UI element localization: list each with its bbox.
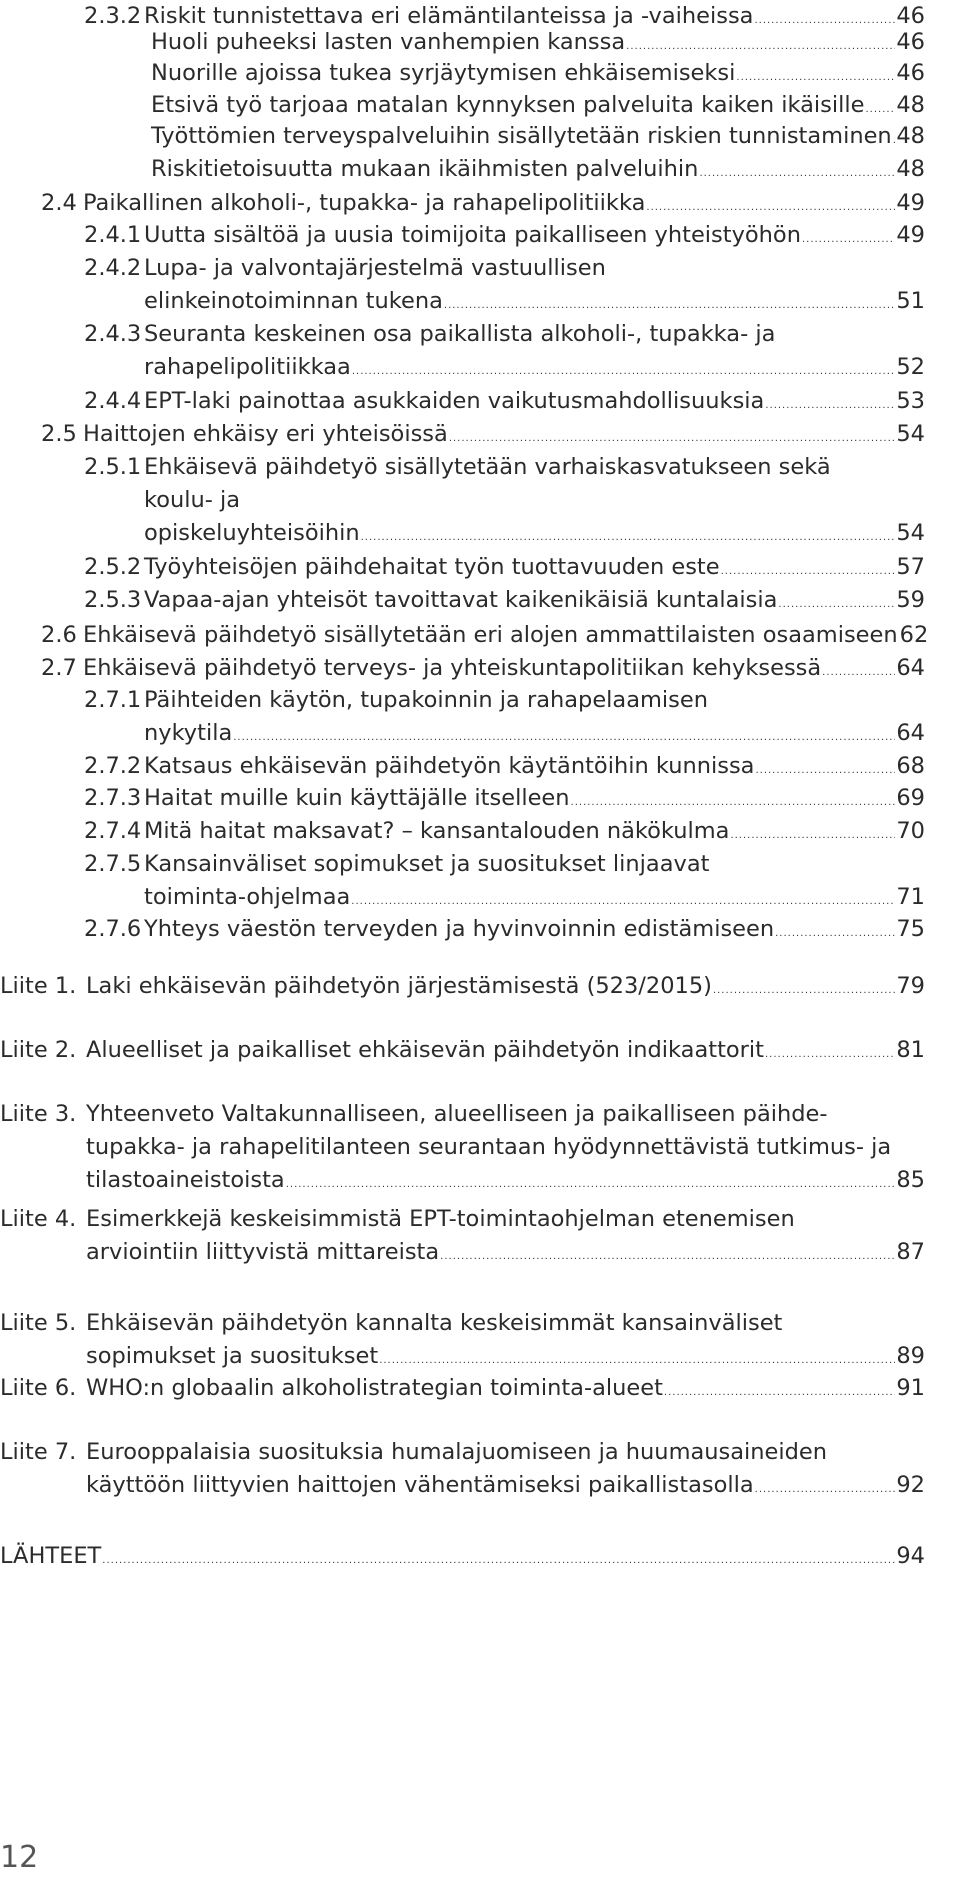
toc-entry-page: 79: [896, 973, 925, 999]
toc-entry-title: tupakka- ja rahapelitilanteen seurantaan hyödynnettävistä tutkimus- ja: [86, 1134, 892, 1160]
toc-entry-title: rahapelipolitiikkaa: [144, 354, 351, 380]
toc-entry-title: käyttöön liittyvien haittojen vähentämiseksi paikallistasolla: [86, 1472, 754, 1498]
toc-entry-title: Yhteys väestön terveyden ja hyvinvoinnin edistämiseen: [144, 916, 775, 942]
toc-entry-number: 2.4.1: [84, 222, 142, 248]
toc-entry-page: 48: [896, 92, 925, 118]
toc-entry-page: 87: [896, 1239, 925, 1265]
toc-entry-title: Ehkäisevän päihdetyön kannalta keskeisimmät kansainväliset: [86, 1310, 783, 1336]
toc-entry-page: 46: [896, 3, 925, 29]
toc-entry-title: Etsivä työ tarjoaa matalan kynnyksen palveluita kaiken ikäisille: [151, 92, 865, 118]
toc-entry-page: 51: [896, 288, 925, 314]
toc-entry-number: Liite 1.: [0, 973, 77, 999]
toc-entry-title: tilastoaineistoista: [86, 1167, 285, 1193]
toc-entry-number: 2.7.5: [84, 851, 142, 877]
toc-entry-title: Riskit tunnistettava eri elämäntilanteissa ja -vaiheissa: [144, 3, 754, 29]
toc-entry-number: 2.4: [41, 190, 77, 216]
toc-entry-page: 57: [896, 554, 925, 580]
toc-entry-page: 54: [896, 520, 925, 546]
toc-entry-page: 59: [896, 587, 925, 613]
dot-leader: [286, 1168, 896, 1201]
toc-entry-number: 2.5: [41, 421, 77, 447]
toc-entry-title: Uutta sisältöä ja uusia toimijoita paikalliseen yhteistyöhön: [144, 222, 801, 248]
toc-entry[interactable]: [0, 1203, 925, 1273]
toc-entry-number: 2.7.6: [84, 916, 142, 942]
toc-entry-title: EPT-laki painottaa asukkaiden vaikutusmahdollisuuksia: [144, 388, 765, 414]
toc-entry-number: 2.5.3: [84, 587, 142, 613]
toc-entry-title: arviointiin liittyvistä mittareista: [86, 1239, 440, 1265]
toc-entry-page: 69: [896, 785, 925, 811]
dot-leader: [352, 355, 896, 388]
dot-leader: [713, 974, 895, 1007]
toc-entry[interactable]: [0, 1372, 925, 1409]
toc-entry-number: 2.7.1: [84, 687, 142, 713]
toc-entry[interactable]: [0, 1307, 925, 1377]
toc-entry-title: Haitat muille kuin käyttäjälle itselleen: [144, 785, 570, 811]
dot-leader: [775, 917, 895, 950]
toc-entry[interactable]: [84, 451, 925, 554]
toc-entry-page: 53: [896, 388, 925, 414]
toc-entry-title: koulu- ja: [144, 487, 241, 513]
toc-entry-title: Alueelliset ja paikalliset ehkäisevän päihdetyön indikaattorit: [86, 1037, 764, 1063]
toc-entry[interactable]: [84, 782, 925, 819]
toc-entry-page: 68: [896, 753, 925, 779]
toc-entry-title: Haittojen ehkäisy eri yhteisöissä: [83, 421, 448, 447]
dot-leader: [361, 521, 896, 554]
toc-entry-title: Yhteenveto Valtakunnalliseen, alueelliseen ja paikalliseen päihde-: [86, 1101, 828, 1127]
toc-entry-title: Paikallinen alkoholi-, tupakka- ja rahapelipolitiikka: [83, 190, 646, 216]
toc-entry-number: 2.3.2: [84, 3, 142, 29]
toc-entry-number: 2.6: [41, 622, 77, 648]
dot-leader: [778, 588, 895, 621]
toc-entry[interactable]: [151, 153, 925, 190]
toc-entry-number: Liite 6.: [0, 1375, 77, 1401]
toc-entry-title: nykytila: [144, 720, 233, 746]
toc-entry-title: Ehkäisevä päihdetyö sisällytetään eri alojen ammattilaisten osaamiseen: [83, 622, 898, 648]
toc-entry-title: Ehkäisevä päihdetyö sisällytetään varhaiskasvatukseen sekä: [144, 454, 831, 480]
page-number: 12: [0, 1840, 39, 1875]
toc-entry[interactable]: [0, 1098, 925, 1201]
toc-entry-page: 85: [896, 1167, 925, 1193]
dot-leader: [755, 1473, 896, 1506]
toc-entry-title: Mitä haitat maksavat? – kansantalouden näkökulma: [144, 818, 730, 844]
toc-entry-number: 2.7.3: [84, 785, 142, 811]
dot-leader: [765, 1038, 895, 1071]
toc-entry-title: Esimerkkejä keskeisimmistä EPT-toimintaohjelman etenemisen: [86, 1206, 795, 1232]
toc-entry-title: Huoli puheeksi lasten vanhempien kanssa: [151, 29, 626, 55]
dot-leader: [440, 1240, 895, 1273]
toc-entry-page: 71: [896, 884, 925, 910]
toc-entry-page: 46: [896, 29, 925, 55]
toc-entry[interactable]: [84, 684, 925, 754]
toc-entry-page: 70: [896, 818, 925, 844]
toc-entry[interactable]: [84, 848, 925, 918]
toc-entry-number: 2.5.1: [84, 454, 142, 480]
toc-entry[interactable]: [41, 418, 925, 455]
toc-entry-number: Liite 5.: [0, 1310, 77, 1336]
toc-entry-number: LÄHTEET: [0, 1543, 102, 1569]
dot-leader: [699, 157, 895, 190]
toc-entry-page: 48: [896, 123, 925, 149]
toc-entry-title: Vapaa-ajan yhteisöt tavoittavat kaikenikäisiä kuntalaisia: [144, 587, 778, 613]
toc-entry-page: 92: [896, 1472, 925, 1498]
toc-entry-title: Työyhteisöjen päihdehaitat työn tuottavuuden este: [144, 554, 720, 580]
toc-entry-number: 2.4.3: [84, 321, 142, 347]
toc-entry[interactable]: [84, 815, 925, 852]
toc-entry-title: Lupa- ja valvontajärjestelmä vastuullisen: [144, 255, 606, 281]
toc-entry[interactable]: [41, 619, 929, 656]
toc-entry-number: 2.7.2: [84, 753, 142, 779]
toc-entry-title: Eurooppalaisia suosituksia humalajuomiseen ja huumausaineiden: [86, 1439, 828, 1465]
toc-entry-title: elinkeinotoiminnan tukena: [144, 288, 443, 314]
toc-entry-page: 52: [896, 354, 925, 380]
toc-entry-page: 89: [896, 1343, 925, 1369]
toc-entry-number: Liite 4.: [0, 1206, 77, 1232]
toc-entry[interactable]: [0, 1436, 925, 1506]
toc-entry-page: 49: [896, 222, 925, 248]
toc-entry-number: Liite 7.: [0, 1439, 77, 1465]
toc-entry-page: 64: [896, 655, 925, 681]
toc-entry-title: Katsaus ehkäisevän päihdetyön käytäntöihin kunnissa: [144, 753, 755, 779]
toc-entry[interactable]: [84, 252, 925, 322]
toc-entry-page: 49: [896, 190, 925, 216]
toc-entry-title: toiminta-ohjelmaa: [144, 884, 351, 910]
toc-entry-number: 2.4.2: [84, 255, 142, 281]
toc-entry-page: 46: [896, 60, 925, 86]
dot-leader: [664, 1376, 895, 1409]
toc-entry-page: 62: [899, 622, 929, 648]
toc-entry-title: WHO:n globaalin alkoholistrategian toiminta-alueet: [86, 1375, 663, 1401]
toc-entry-title: Nuorille ajoissa tukea syrjäytymisen ehkäisemiseksi: [151, 60, 736, 86]
toc-entry-title: sopimukset ja suositukset: [86, 1343, 379, 1369]
toc-entry-title: opiskeluyhteisöihin: [144, 520, 360, 546]
toc-entry-page: 81: [896, 1037, 925, 1063]
toc-entry[interactable]: [0, 970, 925, 1007]
toc-entry[interactable]: [0, 1034, 925, 1071]
toc-entry-page: 64: [896, 720, 925, 746]
toc-entry-number: Liite 2.: [0, 1037, 77, 1063]
toc-entry-page: 54: [896, 421, 925, 447]
toc-entry-title: Seuranta keskeinen osa paikallista alkoholi-, tupakka- ja: [144, 321, 776, 347]
toc-entry-title: Päihteiden käytön, tupakoinnin ja rahapelaamisen: [144, 687, 709, 713]
toc-entry[interactable]: [84, 318, 925, 388]
toc-entry-page: 48: [896, 156, 925, 182]
toc-entry[interactable]: [151, 120, 925, 157]
toc-entry-number: Liite 3.: [0, 1101, 77, 1127]
toc-entry[interactable]: [0, 1540, 925, 1577]
toc-entry-page: 75: [896, 916, 925, 942]
toc-entry-page: 91: [896, 1375, 925, 1401]
toc-entry[interactable]: [84, 584, 925, 621]
toc-entry[interactable]: [84, 219, 925, 256]
toc-entry[interactable]: [84, 385, 925, 422]
toc-entry-title: Laki ehkäisevän päihdetyön järjestämisestä (523/2015): [86, 973, 712, 999]
toc-entry-number: 2.7.4: [84, 818, 142, 844]
toc-entry-title: Kansainväliset sopimukset ja suositukset linjaavat: [144, 851, 710, 877]
dot-leader: [102, 1544, 895, 1577]
toc-entry-title: Ehkäisevä päihdetyö terveys- ja yhteiskuntapolitiikan kehyksessä: [83, 655, 822, 681]
toc-entry[interactable]: [84, 551, 925, 588]
toc-entry-number: 2.7: [41, 655, 77, 681]
toc-entry-number: 2.4.4: [84, 388, 142, 414]
toc-entry-title: Riskitietoisuutta mukaan ikäihmisten palveluihin: [151, 156, 699, 182]
toc-entry-number: 2.5.2: [84, 554, 142, 580]
toc-entry[interactable]: [84, 913, 925, 950]
toc-entry-page: 94: [896, 1543, 925, 1569]
toc-entry-title: Työttömien terveyspalveluihin sisällytetään riskien tunnistaminen: [151, 123, 892, 149]
